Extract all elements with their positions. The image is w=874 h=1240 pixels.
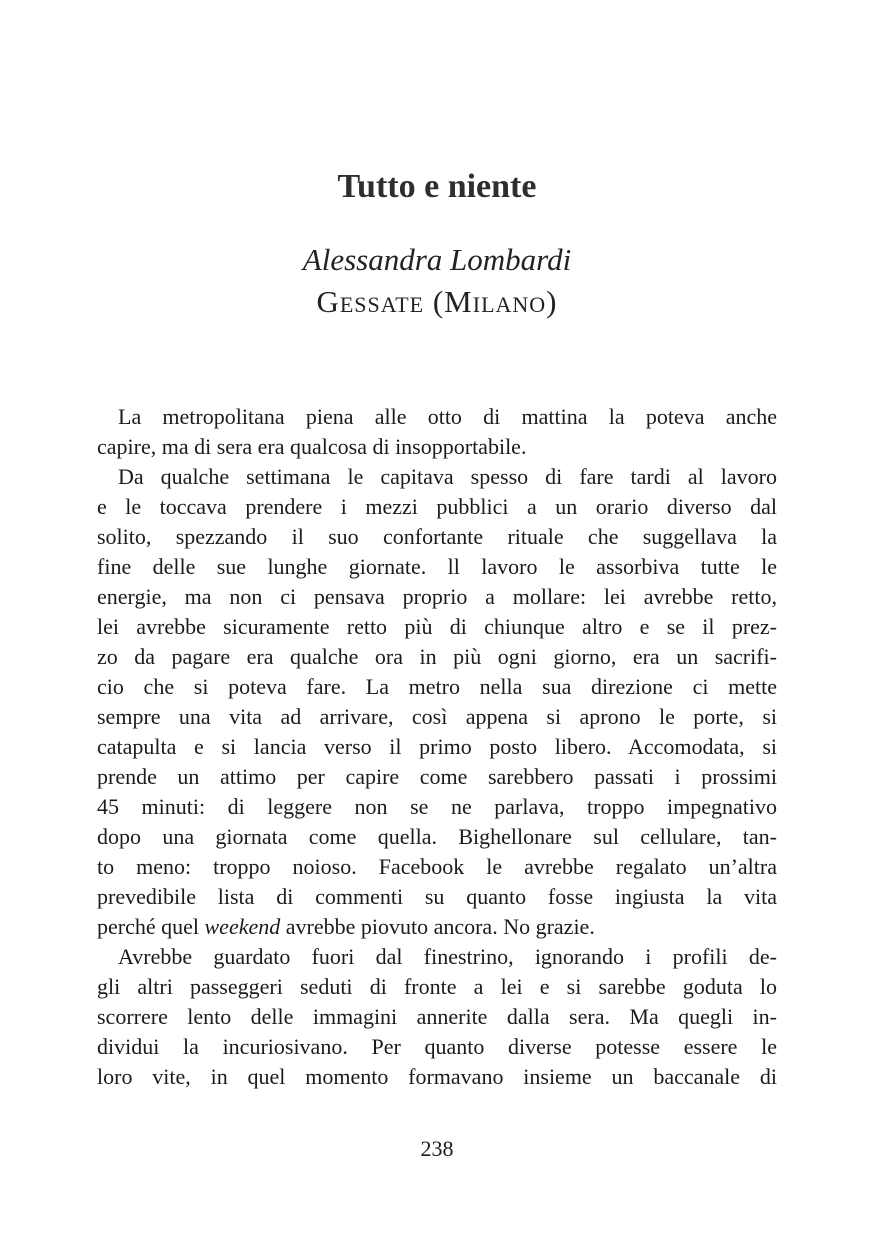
story-title: Tutto e niente — [337, 168, 537, 205]
body-line: La metropolitana piena alle otto di mattina la poteva anche — [118, 404, 777, 429]
body-line: dividui la incuriosivano. Per quanto diverse potesse essere le — [97, 1034, 777, 1059]
body-line: lei avrebbe sicuramente retto più di chiunque altro e se il prez- — [97, 614, 777, 639]
body-line: perché quel weekend avrebbe piovuto ancora. No grazie. — [97, 914, 595, 939]
body-line: capire, ma di sera era qualcosa di insopportabile. — [97, 434, 527, 459]
body-line: prevedibile lista di commenti su quanto fosse ingiusta la vita — [97, 884, 777, 909]
body-line: cio che si poteva fare. La metro nella sua direzione ci mette — [97, 674, 777, 699]
body-line: to meno: troppo noioso. Facebook le avrebbe regalato un’altra — [97, 854, 777, 879]
body-line: e le toccava prendere i mezzi pubblici a un orario diverso dal — [97, 494, 777, 519]
body-line: solito, spezzando il suo confortante rituale che suggellava la — [97, 524, 777, 549]
body-line: catapulta e si lancia verso il primo posto libero. Accomodata, si — [97, 734, 777, 759]
body-line: fine delle sue lunghe giornate. ll lavoro le assorbiva tutte le — [97, 554, 777, 579]
body-line: loro vite, in quel momento formavano insieme un baccanale di — [97, 1064, 777, 1089]
body-line: dopo una giornata come quella. Bighellonare sul cellulare, tan- — [97, 824, 777, 849]
body-line: Da qualche settimana le capitava spesso di fare tardi al lavoro — [118, 464, 777, 489]
body-line: prende un attimo per capire come sarebbero passati i prossimi — [97, 764, 777, 789]
body-line: zo da pagare era qualche ora in più ogni giorno, era un sacrifi- — [97, 644, 777, 669]
body-line: sempre una vita ad arrivare, così appena si aprono le porte, si — [97, 704, 777, 729]
story-body — [97, 402, 777, 1092]
body-line: scorrere lento delle immagini annerite dalla sera. Ma quegli in- — [97, 1004, 777, 1029]
page-number: 238 — [420, 1136, 454, 1161]
author-location: Gessate (Milano) — [316, 284, 558, 319]
body-line: Avrebbe guardato fuori dal finestrino, ignorando i profili de- — [118, 944, 777, 969]
body-line: 45 minuti: di leggere non se ne parlava, troppo impegnativo — [97, 794, 777, 819]
body-line: energie, ma non ci pensava proprio a mollare: lei avrebbe retto, — [97, 584, 777, 609]
author-name: Alessandra Lombardi — [302, 242, 572, 277]
body-line: gli altri passeggeri seduti di fronte a lei e si sarebbe goduta lo — [97, 974, 777, 999]
